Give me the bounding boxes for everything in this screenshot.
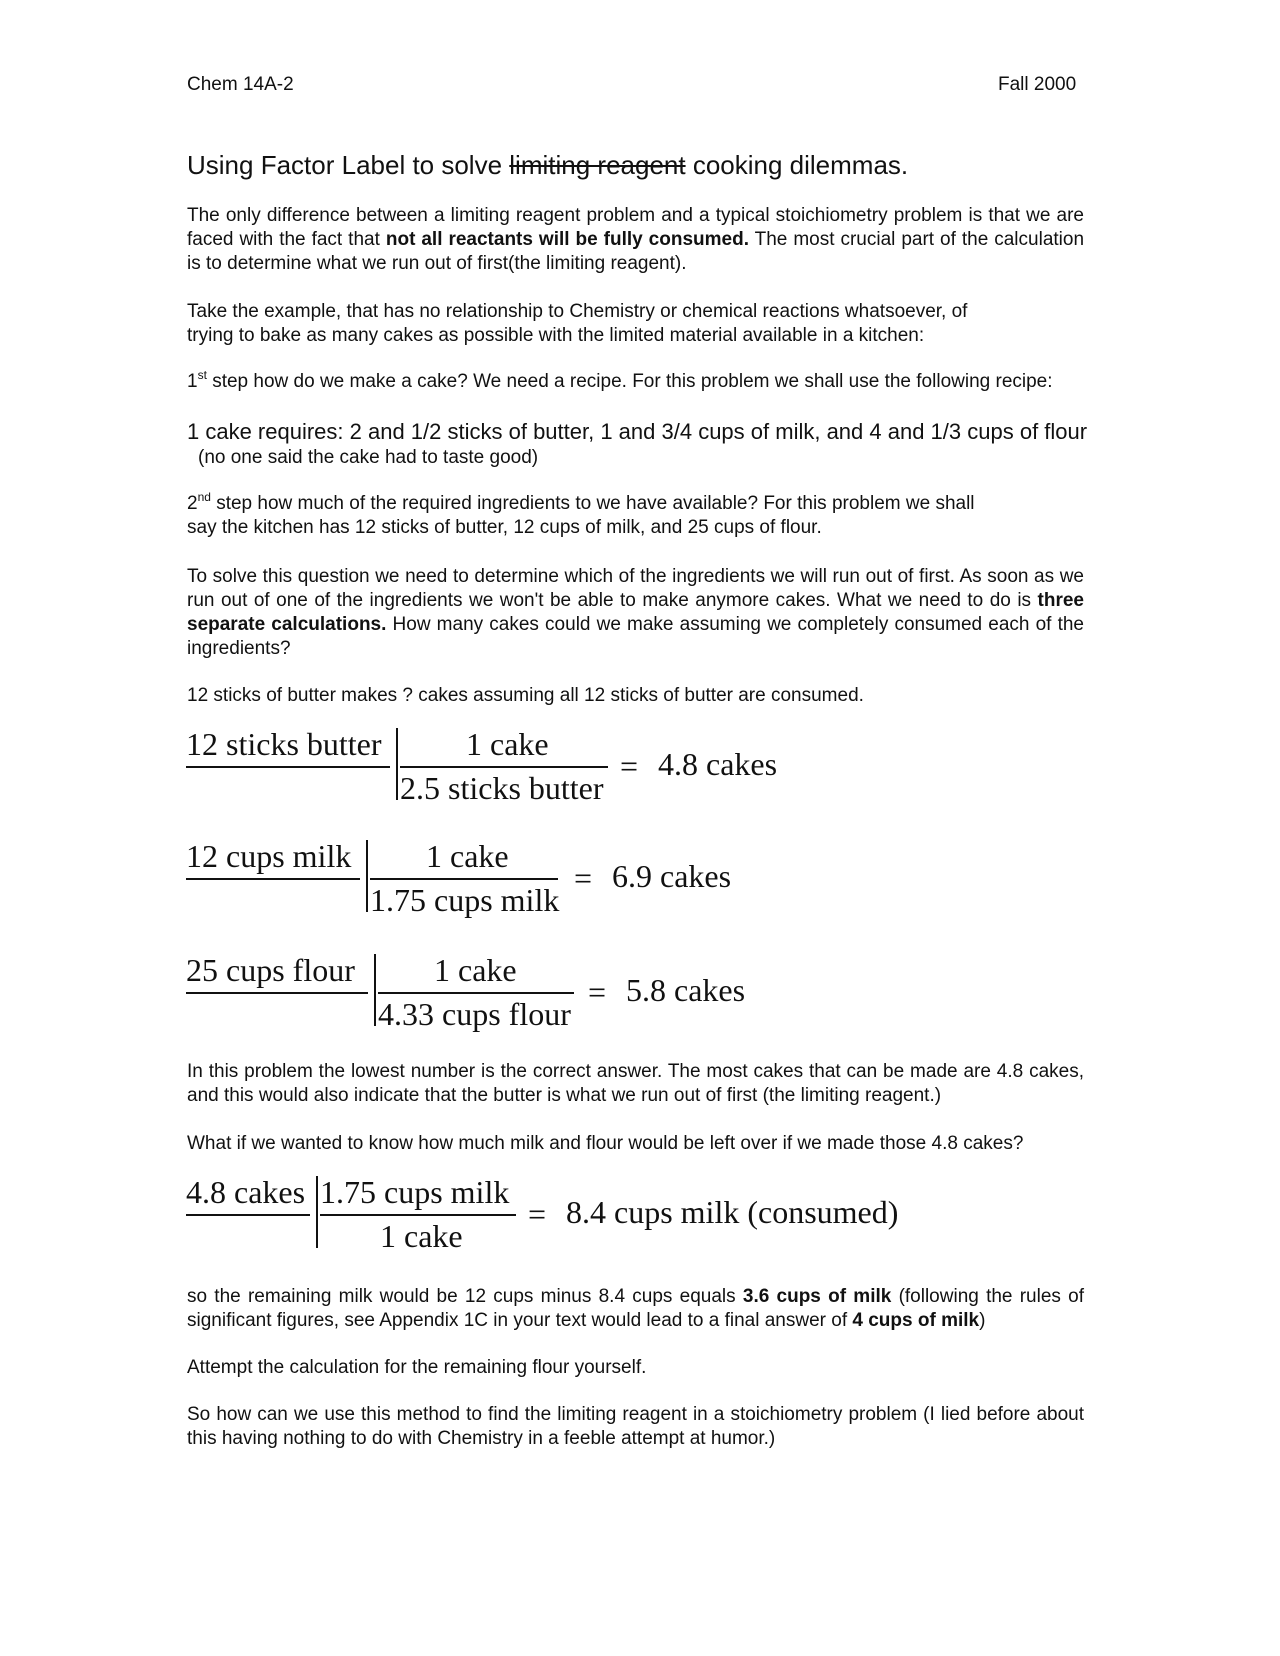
calc-given-underline bbox=[186, 766, 390, 768]
title-end: cooking dilemmas. bbox=[685, 150, 909, 180]
remaining-paragraph bbox=[187, 1285, 1084, 1333]
solve-text-b: How many cakes could we make assuming we completely consumed each of the ingredients? bbox=[187, 614, 1084, 659]
calc-divider bbox=[366, 840, 368, 912]
intro-paragraph bbox=[187, 204, 1084, 276]
calc-equals: = bbox=[574, 860, 593, 896]
lowest-paragraph: In this problem the lowest number is the correct answer. The most cakes that can be made are 4.8 cakes, and this would also indicate that the butter is what we run out of first (the limiting reagent.) bbox=[187, 1061, 1084, 1106]
solve-paragraph bbox=[187, 565, 1084, 661]
remaining-text-a: so the remaining milk would be 12 cups minus 8.4 cups equals bbox=[187, 1286, 743, 1307]
calc-fraction-bar bbox=[320, 1214, 516, 1216]
calc-equals: = bbox=[588, 974, 607, 1010]
calc-numerator: 1 cake bbox=[426, 838, 509, 874]
calc-denominator: 1 cake bbox=[380, 1218, 463, 1254]
example-line-1: Take the example, that has no relationship to Chemistry or chemical reactions whatsoever, of bbox=[187, 301, 968, 322]
calc-given-underline bbox=[186, 878, 360, 880]
calc-result: 4.8 cakes bbox=[658, 746, 778, 782]
calc-denominator: 1.75 cups milk bbox=[370, 882, 560, 918]
calc-fraction-bar bbox=[400, 766, 608, 768]
attempt-paragraph: Attempt the calculation for the remaining flour yourself. bbox=[187, 1357, 647, 1378]
calc-numerator: 1.75 cups milk bbox=[320, 1174, 510, 1210]
step-1-suffix: st bbox=[197, 368, 207, 382]
recipe-note: (no one said the cake had to taste good) bbox=[198, 447, 539, 468]
example-line-2: trying to bake as many cakes as possible with the limited material available in a kitchen: bbox=[187, 325, 925, 346]
course-header: Chem 14A-2 bbox=[187, 74, 294, 95]
page-title bbox=[187, 150, 908, 181]
intro-text-a: The only difference between a limiting reagent problem and a typical stoichiometry problem is that we are faced with the fact that bbox=[187, 205, 1084, 250]
calc-equals: = bbox=[620, 748, 639, 784]
solve-bold: three separate calculations. bbox=[187, 590, 1084, 635]
recipe-line: 1 cake requires: 2 and 1/2 sticks of butter, 1 and 3/4 cups of milk, and 4 and 1/3 cups of flour bbox=[187, 419, 1088, 444]
calc-numerator: 1 cake bbox=[466, 726, 549, 762]
title-struck: limiting reagent bbox=[509, 150, 686, 180]
title-start: Using Factor Label to solve bbox=[187, 150, 510, 180]
whatif-paragraph: What if we wanted to know how much milk and flour would be left over if we made those 4.8 cakes? bbox=[187, 1133, 1024, 1154]
step-1-text: step how do we make a cake? We need a recipe. For this problem we shall use the following recipe: bbox=[206, 371, 1053, 392]
calc-numerator: 1 cake bbox=[434, 952, 517, 988]
step-2 bbox=[187, 492, 1084, 540]
calc-divider bbox=[396, 728, 398, 800]
remaining-text-c: ) bbox=[979, 1310, 986, 1331]
step-1-number: 1 bbox=[187, 371, 198, 392]
calc-result: 5.8 cakes bbox=[626, 972, 746, 1008]
calc-given: 4.8 cakes bbox=[186, 1174, 306, 1210]
solve-text-a: To solve this question we need to determine which of the ingredients we will run out of first. As soon as we run out of one of the ingredients we won't be able to make anymore cakes. What we need to do is bbox=[187, 566, 1084, 611]
intro-bold: not all reactants will be fully consumed. bbox=[385, 229, 749, 250]
calc-given-underline bbox=[186, 992, 368, 994]
calc-given: 25 cups flour bbox=[186, 952, 355, 988]
calc-given-underline bbox=[186, 1214, 310, 1216]
remaining-text-b: (following the rules of significant figures, see Appendix 1C in your text would lead to a final answer of bbox=[187, 1286, 1085, 1331]
calc-divider bbox=[374, 954, 376, 1026]
calc-equals: = bbox=[528, 1196, 547, 1232]
step-2-line-2: say the kitchen has 12 sticks of butter, 12 cups of milk, and 25 cups of flour. bbox=[187, 517, 822, 538]
step-2-line-1 bbox=[187, 492, 1084, 516]
calc-divider bbox=[316, 1176, 318, 1248]
term-header: Fall 2000 bbox=[998, 74, 1077, 95]
remaining-bold-2: 4 cups of milk bbox=[852, 1310, 980, 1331]
calc-given: 12 cups milk bbox=[186, 838, 352, 874]
calc-fraction-bar bbox=[370, 878, 558, 880]
remaining-bold-1: 3.6 cups of milk bbox=[742, 1286, 892, 1307]
calc-result: 8.4 cups milk (consumed) bbox=[566, 1194, 899, 1230]
step-1 bbox=[187, 370, 1084, 394]
calc-given: 12 sticks butter bbox=[186, 726, 382, 762]
intro-text-b: The most crucial part of the calculation is to determine what we run out of first(the limiting reagent). bbox=[187, 229, 1085, 274]
sohow-paragraph: So how can we use this method to find the limiting reagent in a stoichiometry problem (I lied before about this having nothing to do with Chemistry in a feeble attempt at humor.) bbox=[187, 1404, 1084, 1449]
calc-denominator: 4.33 cups flour bbox=[378, 996, 571, 1032]
example-paragraph bbox=[187, 300, 1084, 348]
calc-result: 6.9 cakes bbox=[612, 858, 732, 894]
step-2-text: step how much of the required ingredients to we have available? For this problem we shall bbox=[210, 493, 975, 514]
step-2-suffix: nd bbox=[197, 490, 211, 504]
calc-denominator: 2.5 sticks butter bbox=[400, 770, 604, 806]
calc-fraction-bar bbox=[378, 992, 574, 994]
butter-intro: 12 sticks of butter makes ? cakes assuming all 12 sticks of butter are consumed. bbox=[187, 685, 864, 706]
step-2-number: 2 bbox=[187, 493, 198, 514]
